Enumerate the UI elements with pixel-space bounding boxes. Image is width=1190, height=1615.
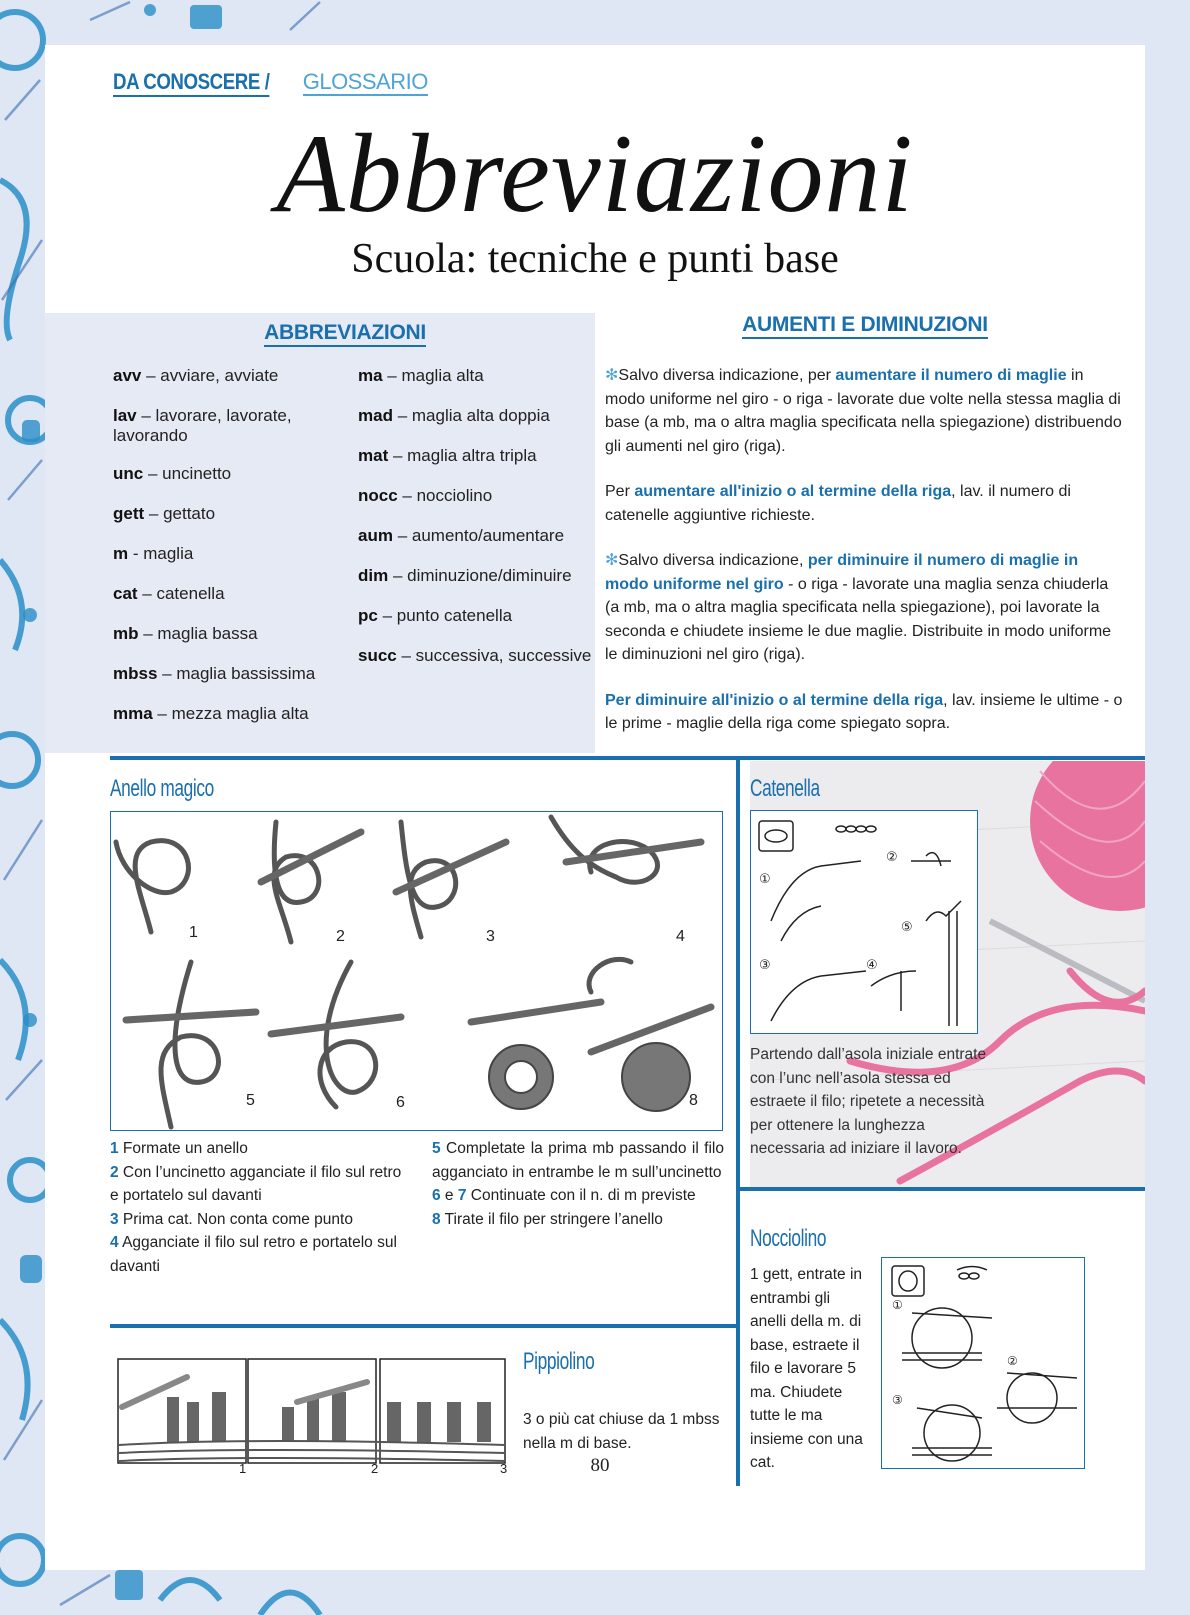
abbr-item: m - maglia [113,544,194,563]
section-rule [110,1324,738,1328]
anello-captions-right: 5 Completate la prima mb passando il filo agganciato in entrambe le m sull’uncinetto 6 e 7 Continuate con il n. di m previste 8 Tirate il filo per stringere l’anello [432,1140,724,1228]
page-subtitle: Scuola: tecniche e punti base [351,236,839,282]
abbr-item: mb – maglia bassa [113,624,258,643]
diminuzioni-paragraph-2: Per diminuire all'inizio o al termine della riga, lav. insieme le ultime - o le prime - maglie della riga come spiegato sopra. [605,691,1123,732]
abbr-item: cat – catenella [113,584,225,603]
anello-magico-diagram [110,811,723,1131]
catenella-diagram [750,810,978,1034]
abbreviations-heading: ABBREVIAZIONI [45,321,645,345]
step-number: 1 [189,924,198,941]
abbr-item: aum – aumento/aumentare [358,526,565,545]
nocciolino-diagram [881,1257,1085,1469]
step-marker: ③ [892,1393,903,1407]
section-kicker [113,69,428,97]
step-number: 2 [336,928,345,945]
aumenti-heading: AUMENTI E DIMINUZIONI [605,313,1125,337]
abbr-item: avv – avviare, avviate [113,366,279,385]
column-rule [736,756,740,1486]
abbr-item: mma – mezza maglia alta [113,704,309,723]
catenella-text: Partendo dall’asola iniziale entrate con l’unc nell’asola stessa ed estraete il filo; ripetete a necessità per ottenere la lunghezza necessaria ad iniziare il lavoro. [750,1046,987,1157]
nocciolino-text: 1 gett, entrate in entrambi gli anelli della m. di base, estraete il filo e lavorare 5 ma. Chiudete tutte le ma insieme con una cat. [750,1266,863,1471]
abbr-item: ma – maglia alta [358,366,484,385]
section-rule [736,1187,1145,1191]
step-marker: ① [759,871,771,886]
abbr-item: pc – punto catenella [358,606,513,625]
anello-magico-illustration [111,812,724,1132]
abbreviations-column-1 [113,366,343,744]
page [45,45,1145,1570]
catenella-illustration [751,811,979,1035]
step-marker: ⑤ [901,919,913,934]
step-number: 3 [500,1461,508,1476]
page-number: 80 [590,1455,610,1476]
pippiolino-title: Pippiolino [523,1348,595,1375]
section-rule [110,756,1145,760]
anello-magico-title: Anello magico [110,775,214,802]
page-title: Abbreviazioni [276,112,914,236]
abbreviations-panel [45,313,595,753]
pippiolino-diagram [117,1357,508,1476]
nocciolino-title: Nocciolino [750,1225,827,1252]
anello-captions-left: 1 Formate un anello 2 Con l’uncinetto agganciate il filo sul retro e portatelo sul davanti 3 Prima cat. Non conta come punto 4 Agganciate il filo sul retro e portatelo sul davanti [110,1140,402,1275]
diminuzioni-paragraph-1: ✻Salvo diversa indicazione, per diminuire il numero di maglie in modo uniforme nel giro - o riga - lavorate una maglia senza chiuderla (a mb, ma o altra maglia specificata nella spiegazione), poi lavorate la seconda e chiudete insieme le due maglie. Distribuite in modo uniforme le diminuzioni nel giro (riga). [605,552,1112,663]
catenella-title: Catenella [750,775,820,802]
step-number: 2 [371,1461,379,1476]
abbr-item: unc – uncinetto [113,464,232,483]
abbr-item: mbss – maglia bassissima [113,664,316,683]
abbr-item: nocc – nocciolino [358,486,493,505]
step-marker: ② [1007,1354,1018,1368]
abbr-item: mat – maglia altra tripla [358,446,537,465]
abbreviations-column-2 [358,366,603,686]
step-marker: ④ [866,957,878,972]
aumenti-paragraph-1: ✻Salvo diversa indicazione, per aumentare il numero di maglie in modo uniforme nel giro - o riga - lavorate due volte nella stessa maglia di base (a mb, ma o altra maglia specificata nella spiegazione) distribuendo gli aumenti nel giro (riga). [605,367,1122,455]
step-number: 4 [676,928,685,945]
nocciolino-illustration [882,1258,1086,1470]
step-number: 3 [486,928,495,945]
abbr-item: dim – diminuzione/diminuire [358,566,572,585]
step-number: 5 [246,1092,255,1109]
step-marker: ① [892,1298,903,1312]
step-number: 6 [396,1094,405,1111]
step-marker: ③ [759,957,771,972]
abbr-item: mad – maglia alta doppia [358,406,550,425]
step-number: 1 [239,1461,247,1476]
abbr-item: gett – gettato [113,504,216,523]
kicker-glossario: GLOSSARIO [302,69,428,94]
aumenti-diminuzioni-section [605,313,1125,736]
kicker-main: DA CONOSCERE / [113,69,269,97]
step-number: 8 [689,1092,698,1109]
aumenti-paragraph-2: Per aumentare all'inizio o al termine della riga, lav. il numero di catenelle aggiuntive richieste. [605,483,1071,524]
abbr-item: lav – lavorare, lavorate, lavorando [113,406,292,445]
pippiolino-illustration [117,1357,507,1465]
pippiolino-text: 3 o più cat chiuse da 1 mbss nella m di base. [523,1411,720,1452]
abbr-item: succ – successiva, successive [358,646,592,665]
step-marker: ② [886,849,898,864]
